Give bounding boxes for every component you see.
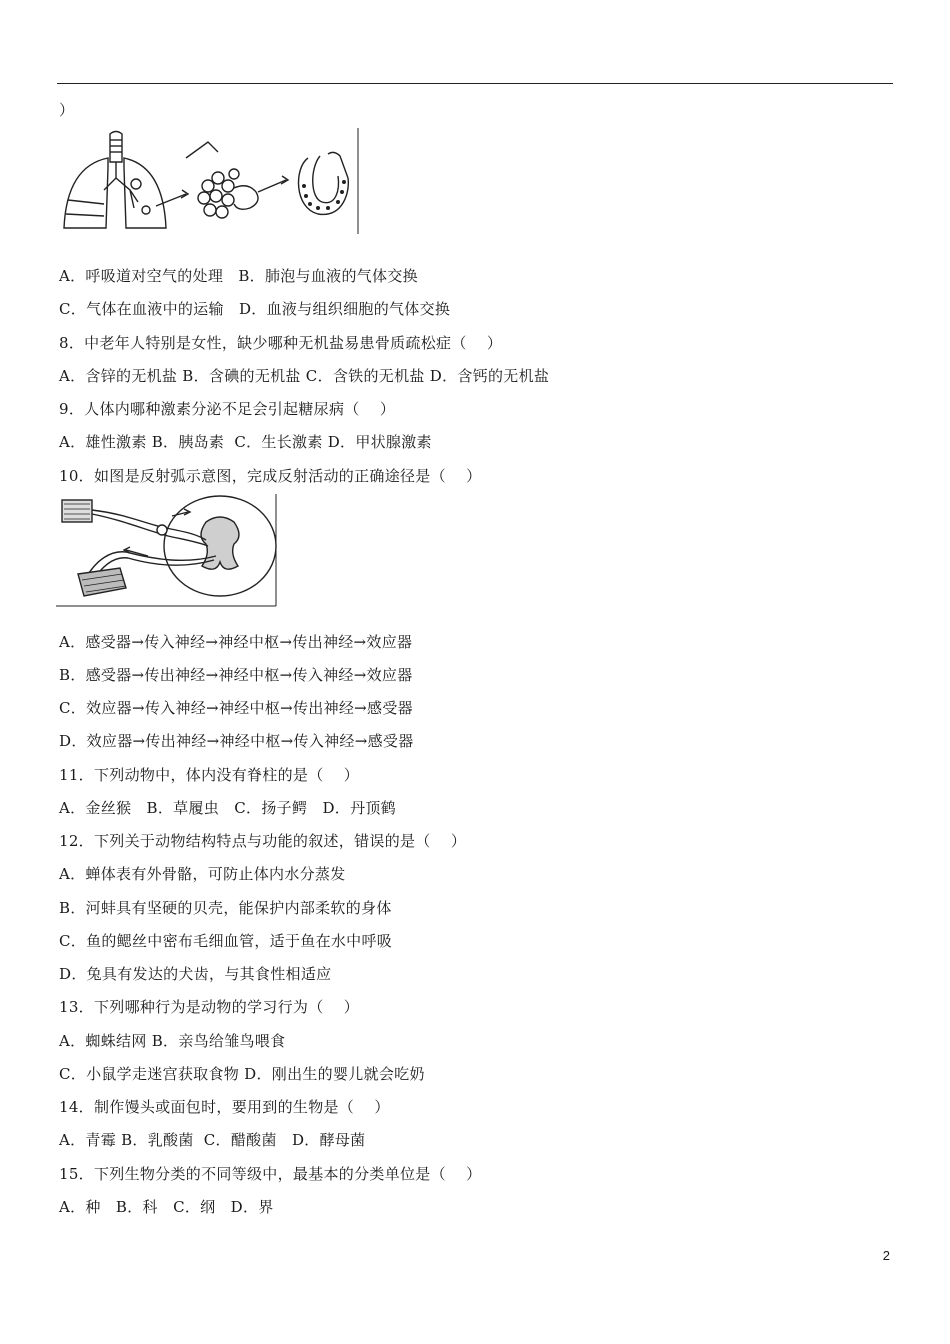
question-15-stem: 15．下列生物分类的不同等级中，最基本的分类单位是（ ） [59,1165,482,1183]
question-10-stem: 10．如图是反射弧示意图，完成反射活动的正确途径是（ ） [59,467,482,485]
question-8-stem: 8．中老年人特别是女性，缺少哪种无机盐易患骨质疏松症（ ） [59,334,503,352]
question-12-option-a: A．蝉体表有外骨骼，可防止体内水分蒸发 [59,865,346,883]
question-7-options-ab: A．呼吸道对空气的处理 B．肺泡与血液的气体交换 [59,267,418,285]
question-14-options: A．青霉 B．乳酸菌 C．醋酸菌 D．酵母菌 [59,1131,366,1149]
question-11-options: A．金丝猴 B．草履虫 C．扬子鳄 D．丹顶鹤 [59,799,396,817]
question-13-stem: 13．下列哪种行为是动物的学习行为（ ） [59,998,360,1016]
question-10-option-a: A．感受器→传入神经→神经中枢→传出神经→效应器 [59,633,413,651]
reflex-arc-diagram [56,494,280,608]
question-11-stem: 11．下列动物中，体内没有脊柱的是（ ） [59,766,360,784]
question-9-stem: 9．人体内哪种激素分泌不足会引起糖尿病（ ） [59,400,396,418]
question-7-options-cd: C．气体在血液中的运输 D．血液与组织细胞的气体交换 [59,300,451,318]
question-12-stem: 12．下列关于动物结构特点与功能的叙述，错误的是（ ） [59,832,467,850]
question-7-closing-paren: ） [59,101,75,119]
question-9-options: A．雄性激素 B．胰岛素 C．生长激素 D．甲状腺激素 [59,433,432,451]
question-14-stem: 14．制作馒头或面包时，要用到的生物是（ ） [59,1098,390,1116]
question-12-option-c: C．鱼的鳃丝中密布毛细血管，适于鱼在水中呼吸 [59,932,393,950]
question-10-option-b: B．感受器→传出神经→神经中枢→传入神经→效应器 [59,666,413,684]
question-10-option-d: D．效应器→传出神经→神经中枢→传入神经→感受器 [59,732,414,750]
question-13-options-cd: C．小鼠学走迷宫获取食物 D．刚出生的婴儿就会吃奶 [59,1065,425,1083]
question-15-options: A．种 B．科 C．纲 D．界 [59,1198,274,1216]
page-number: 2 [882,1248,890,1263]
question-10-option-c: C．效应器→传入神经→神经中枢→传出神经→感受器 [59,699,413,717]
question-13-options-ab: A．蜘蛛结网 B．亲鸟给雏鸟喂食 [59,1032,286,1050]
respiration-diagram [58,128,368,236]
question-12-option-b: B．河蚌具有坚硬的贝壳，能保护内部柔软的身体 [59,899,392,917]
question-8-options: A．含锌的无机盐 B．含碘的无机盐 C．含铁的无机盐 D．含钙的无机盐 [59,367,550,385]
header-rule [57,83,893,84]
question-12-option-d: D．兔具有发达的犬齿，与其食性相适应 [59,965,332,983]
